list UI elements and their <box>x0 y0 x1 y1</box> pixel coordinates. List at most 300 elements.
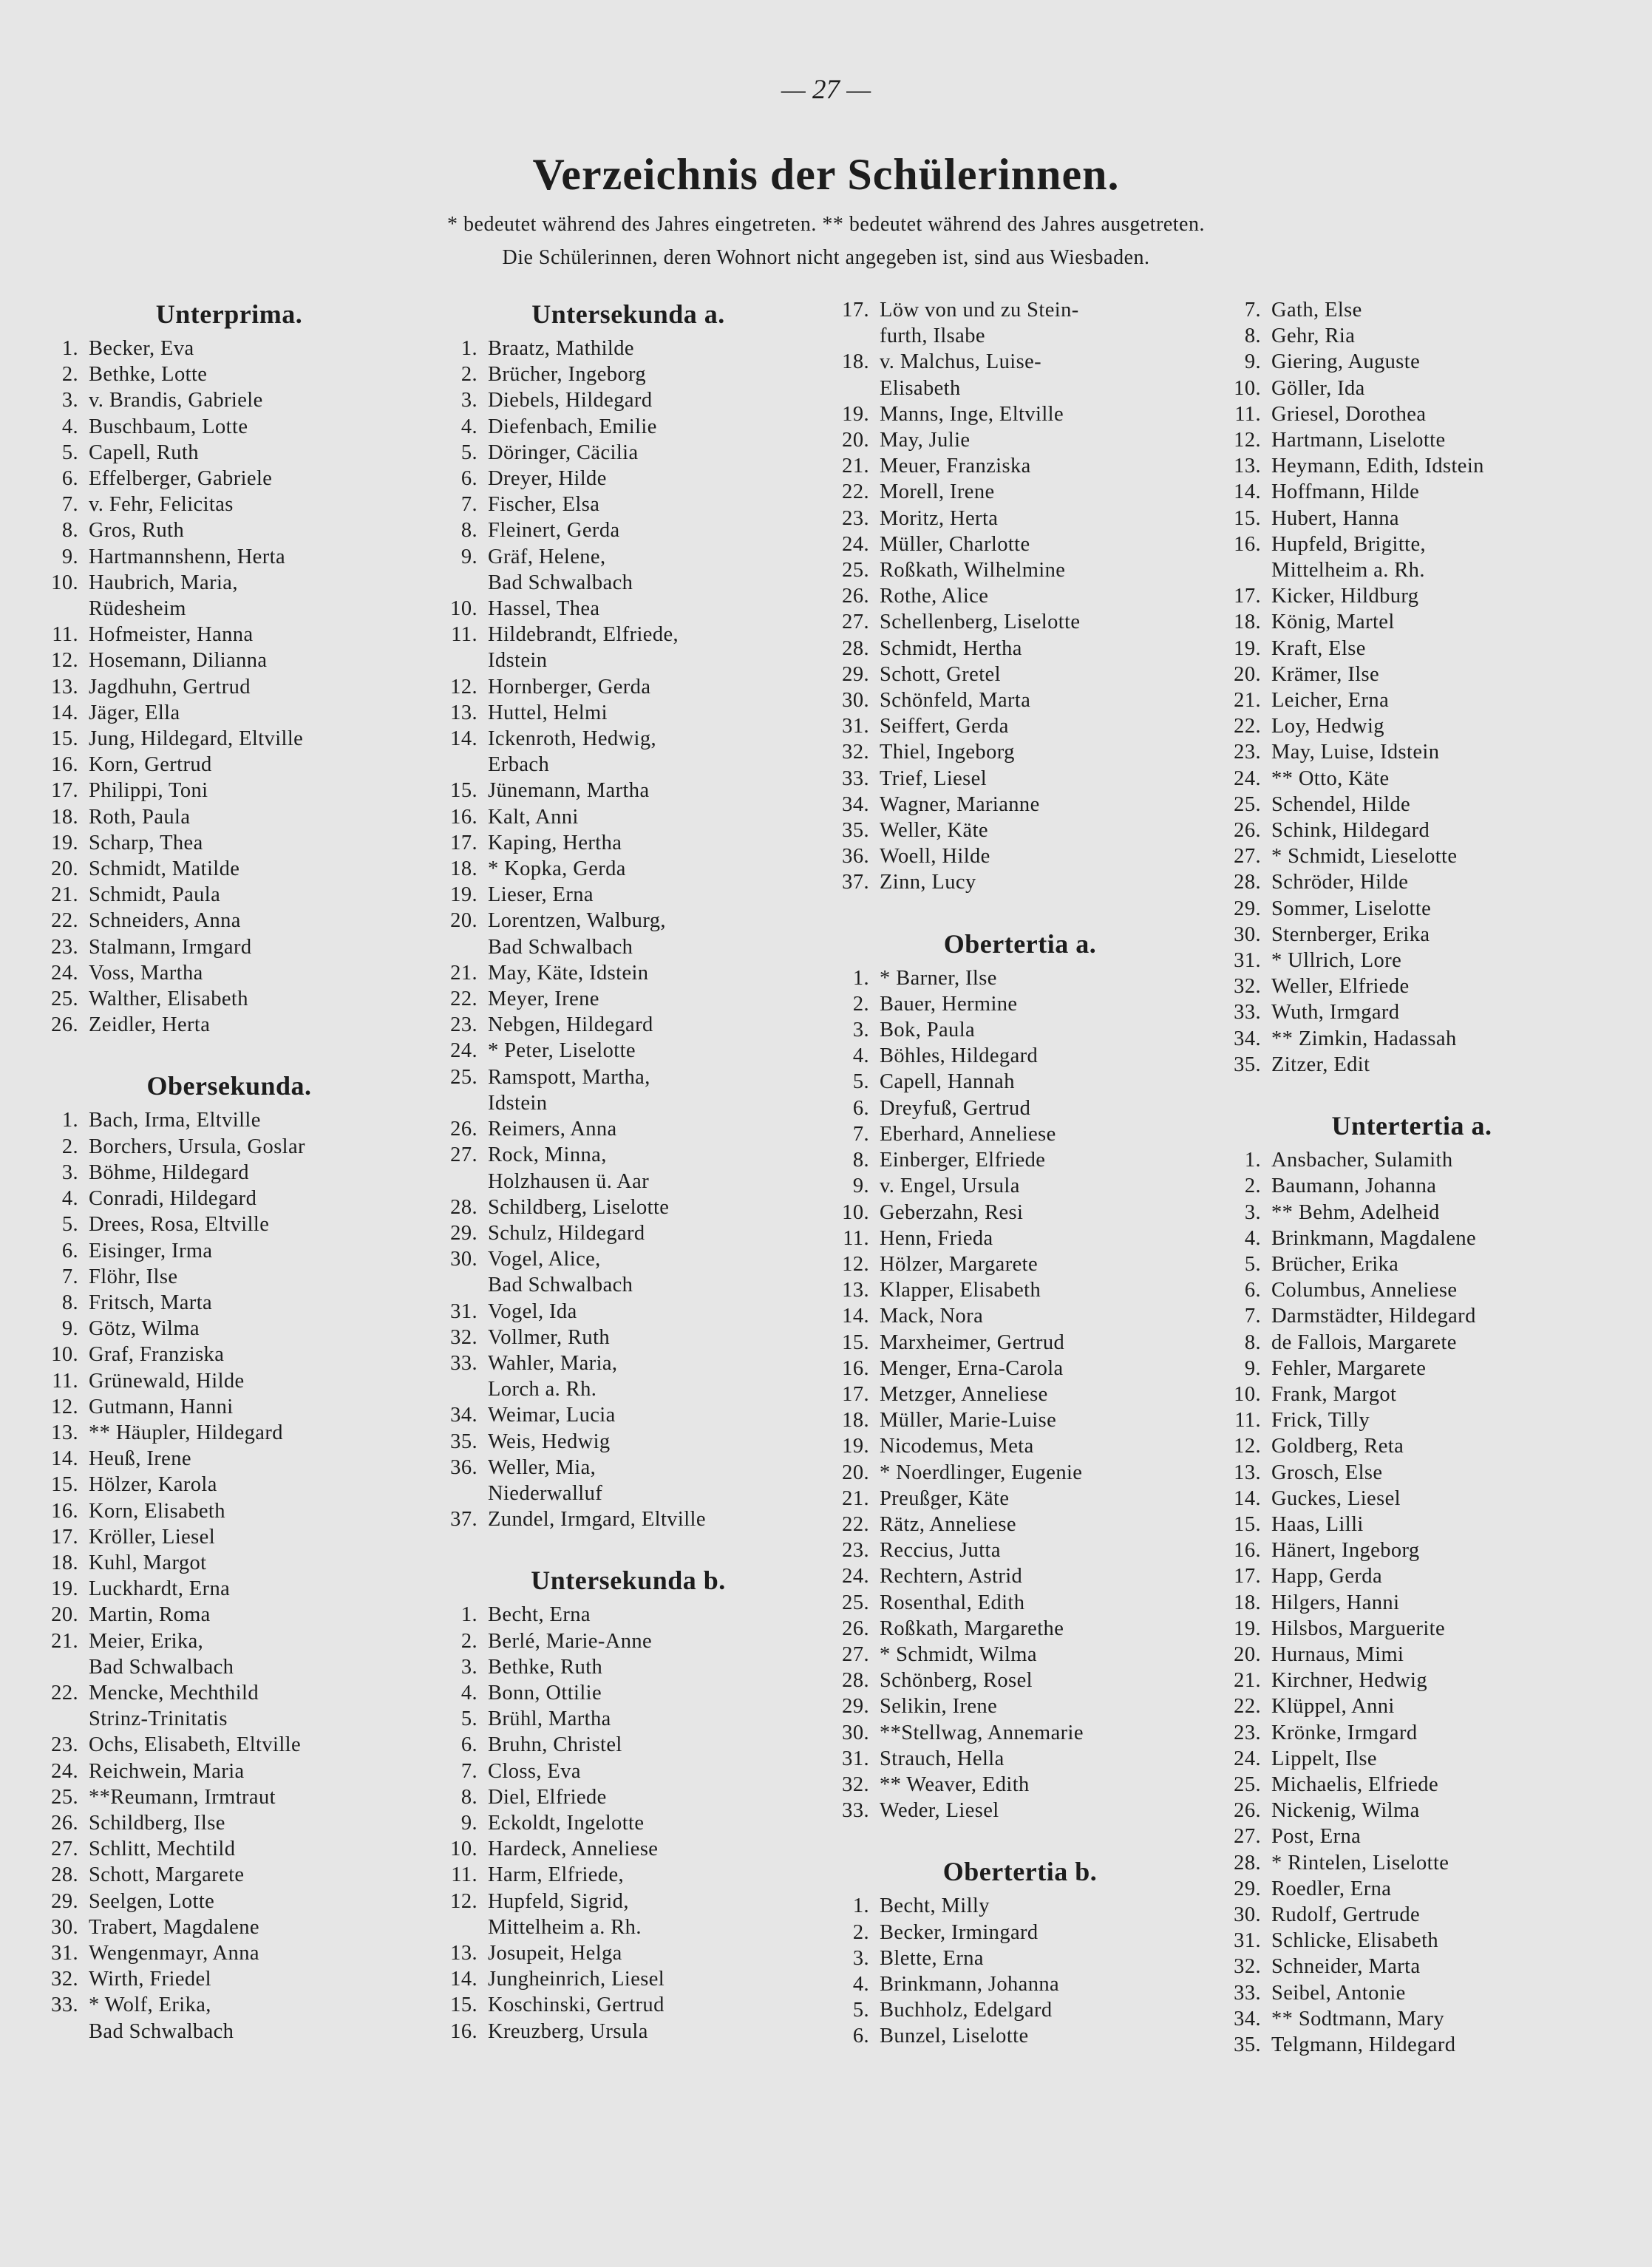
list-item-number: 1. <box>61 337 78 360</box>
page-number: — 27 — <box>781 75 871 105</box>
list-item-number: 16. <box>1234 532 1261 556</box>
list-item-name: Jungheinrich, Liesel <box>488 1968 665 1991</box>
list-item <box>1220 1433 1604 1459</box>
list-item-number: 22. <box>1234 715 1261 738</box>
list-item-name: Nicodemus, Meta <box>880 1435 1034 1458</box>
list-item-number: 27. <box>1234 1825 1261 1849</box>
list-item-name: Hupfeld, Brigitte, <box>1271 532 1427 556</box>
list-item-number: 29. <box>1234 897 1261 920</box>
list-item-number: 33. <box>51 1994 78 2017</box>
list-item <box>436 1299 820 1325</box>
list-item <box>436 2019 820 2045</box>
list-item <box>37 492 421 517</box>
list-item-number: 27. <box>1234 845 1261 869</box>
list-item-name: Böhme, Hildegard <box>89 1160 249 1184</box>
list-item-name: Korn, Gertrud <box>89 753 212 777</box>
list-item <box>37 336 421 361</box>
list-item <box>1220 1277 1604 1303</box>
list-item <box>436 1012 820 1038</box>
list-item-number: 25. <box>1234 1773 1261 1796</box>
list-item-name: Bauer, Hermine <box>880 992 1018 1016</box>
list-item-name: May, Luise, Idstein <box>1271 741 1440 764</box>
list-item-name: Zitzer, Edit <box>1271 1053 1370 1076</box>
list-item-name: Brücher, Ingeborg <box>488 363 647 387</box>
list-item-name: Meier, Erika, <box>89 1629 204 1653</box>
column-3 <box>828 297 1212 2050</box>
list-item-number: 21. <box>51 1629 78 1653</box>
list-item <box>1220 2032 1604 2058</box>
list-item-name: Mencke, Mechthild <box>89 1681 259 1705</box>
list-item <box>1220 297 1604 323</box>
list-item-continuation: Bad Schwalbach <box>89 2019 234 2043</box>
list-item-name: Borchers, Ursula, Goslar <box>89 1135 305 1158</box>
list-item-number: 23. <box>1234 1721 1261 1744</box>
list-item <box>436 908 820 934</box>
list-item-number: 19. <box>842 402 869 426</box>
list-item-number: 32. <box>842 1773 869 1796</box>
list-item-number: 2. <box>460 1629 477 1653</box>
list-item <box>828 1173 1212 1199</box>
list-item-number: 17. <box>51 779 78 803</box>
list-item-number: 29. <box>842 1695 869 1719</box>
list-item <box>37 752 421 778</box>
list-item <box>828 1200 1212 1226</box>
list-item-number: 32. <box>1234 975 1261 999</box>
list-item <box>828 1147 1212 1173</box>
list-item <box>436 1758 820 1784</box>
list-item <box>1220 1173 1604 1199</box>
list-item-name: Brinkmann, Johanna <box>880 1972 1060 1996</box>
list-item-name: * Rintelen, Liselotte <box>1271 1851 1449 1875</box>
list-item-name: Weimar, Lucia <box>488 1404 616 1427</box>
list-item-continuation: Lorch a. Rh. <box>488 1378 597 1401</box>
list-item-name: Graf, Franziska <box>89 1343 225 1367</box>
list-item-number: 35. <box>1234 2033 1261 2056</box>
list-item-number: 20. <box>842 429 869 452</box>
list-item-number: 17. <box>1234 1565 1261 1588</box>
list-item-name: Lieser, Erna <box>488 883 594 907</box>
list-item-name: Philippi, Toni <box>89 779 208 803</box>
list-item-number: 18. <box>51 1551 78 1574</box>
list-item-number: 31. <box>450 1299 477 1323</box>
list-item-name: Schneiders, Anna <box>89 909 241 933</box>
list-item-name: * Wolf, Erika, <box>89 1994 211 2017</box>
list-item <box>1220 1381 1604 1407</box>
list-item <box>1220 1954 1604 1979</box>
list-item-name: Schildberg, Ilse <box>89 1811 225 1835</box>
list-item <box>436 778 820 803</box>
list-item-number: 11. <box>52 1369 78 1393</box>
list-item <box>828 1945 1212 1971</box>
list-item-name: Heuß, Irene <box>89 1447 191 1471</box>
list-item-number: 34. <box>1234 2007 1261 2030</box>
list-item <box>436 1706 820 1732</box>
list-item <box>436 804 820 830</box>
list-item-number: 31. <box>842 715 869 738</box>
class-list-obertertia-b-continued <box>1220 297 1604 1078</box>
list-item <box>436 1889 820 1914</box>
list-item <box>37 830 421 856</box>
list-item-number: 12. <box>51 1395 78 1418</box>
list-item <box>436 336 820 361</box>
list-item-name: Seelgen, Lotte <box>89 1889 215 1913</box>
list-item-number: 3. <box>460 1655 477 1679</box>
list-item <box>1220 1303 1604 1329</box>
list-item-number: 24. <box>450 1039 477 1063</box>
list-item-number: 14. <box>51 701 78 724</box>
list-item-continuation: Holzhausen ü. Aar <box>488 1169 650 1193</box>
list-item-name: Kreuzberg, Ursula <box>488 2019 648 2043</box>
list-item <box>37 1160 421 1186</box>
list-item-number: 14. <box>450 727 477 751</box>
list-item <box>37 387 421 413</box>
list-item-number: 10. <box>51 1343 78 1367</box>
list-item <box>1220 1251 1604 1277</box>
list-item-name: Schneider, Marta <box>1271 1955 1421 1979</box>
list-item-name: Hardeck, Anneliese <box>488 1838 659 1861</box>
list-item-name: May, Käte, Idstein <box>488 961 649 985</box>
list-item-number: 29. <box>51 1889 78 1913</box>
list-item-name: Hartmannshenn, Herta <box>89 545 285 568</box>
list-item-number: 14. <box>1234 1486 1261 1510</box>
column-1 <box>37 297 421 2045</box>
list-item-name: Haas, Lilli <box>1271 1512 1364 1536</box>
list-item-name: Morell, Irene <box>880 480 995 504</box>
list-item-name: Bonn, Ottilie <box>488 1681 602 1705</box>
list-item-number: 33. <box>1234 1981 1261 2005</box>
list-item-name: * Barner, Ilse <box>880 966 997 990</box>
list-item-name: Vollmer, Ruth <box>488 1325 611 1349</box>
list-item-number: 33. <box>450 1351 477 1375</box>
list-item-name: Hänert, Ingeborg <box>1271 1539 1420 1563</box>
list-item-number: 6. <box>460 1733 477 1757</box>
list-item-number: 34. <box>1234 1027 1261 1050</box>
list-item <box>1220 1563 1604 1589</box>
list-item-continuation: Bad Schwalbach <box>488 571 633 594</box>
list-item-name: Brühl, Martha <box>488 1707 611 1731</box>
list-item-continuation: Niederwalluf <box>488 1481 603 1505</box>
list-item-name: Closs, Eva <box>488 1759 581 1783</box>
list-item <box>37 726 421 752</box>
list-item-number: 12. <box>842 1252 869 1276</box>
list-item-number: 1. <box>61 1109 78 1132</box>
list-item-number: 17. <box>1234 585 1261 608</box>
list-item-name: Griesel, Dorothea <box>1271 402 1427 426</box>
list-item <box>37 960 421 986</box>
list-item-name: Roedler, Erna <box>1271 1877 1392 1900</box>
list-item <box>37 1420 421 1446</box>
list-item <box>37 1914 421 1940</box>
list-item-name: Marxheimer, Gertrud <box>880 1330 1065 1354</box>
list-item-name: Hartmann, Liselotte <box>1271 429 1446 452</box>
list-item <box>1220 1537 1604 1563</box>
list-item <box>828 1356 1212 1381</box>
list-item <box>436 1784 820 1810</box>
list-item <box>1220 583 1604 609</box>
list-item-name: Braatz, Mathilde <box>488 337 634 360</box>
list-item <box>1220 662 1604 687</box>
list-item-name: Rätz, Anneliese <box>880 1512 1016 1536</box>
list-item-number: 2. <box>61 363 78 387</box>
list-item <box>37 570 421 596</box>
list-item <box>828 1303 1212 1329</box>
list-item-number: 28. <box>1234 1851 1261 1875</box>
list-item-number: 30. <box>51 1915 78 1939</box>
list-item-number: 26. <box>450 1118 477 1141</box>
section-heading-untersekunda-a: Untersekunda a. <box>531 299 725 329</box>
list-item-number: 15. <box>51 727 78 751</box>
list-item <box>37 1889 421 1914</box>
list-item-name: Jung, Hildegard, Eltville <box>89 727 304 751</box>
list-item <box>828 869 1212 895</box>
list-item-number: 27. <box>450 1143 477 1167</box>
list-item <box>37 648 421 673</box>
list-item-number: 35. <box>450 1430 477 1453</box>
list-item-number: 12. <box>450 675 477 699</box>
list-item-name: Weller, Mia, <box>488 1455 596 1479</box>
list-item-number: 18. <box>51 805 78 829</box>
list-item-continuation: Bad Schwalbach <box>488 1274 633 1297</box>
list-item-name: Bethke, Ruth <box>488 1655 603 1679</box>
list-item-number: 5. <box>852 1070 869 1094</box>
list-item <box>1220 766 1604 792</box>
list-item <box>1220 2006 1604 2032</box>
list-item-number: 35. <box>842 819 869 843</box>
list-item-name: ** Sodtmann, Mary <box>1271 2007 1444 2030</box>
list-item-number: 10. <box>450 1838 477 1861</box>
list-item-number: 14. <box>842 1305 869 1328</box>
list-item-continuation: Rüdesheim <box>89 597 186 621</box>
list-item <box>1220 506 1604 531</box>
list-item <box>436 414 820 440</box>
list-item <box>1220 1928 1604 1954</box>
list-item-name: Josupeit, Helga <box>488 1941 622 1965</box>
list-item <box>436 1992 820 2018</box>
list-item-number: 27. <box>842 1642 869 1666</box>
list-item-number: 21. <box>51 883 78 907</box>
list-item-name: Haubrich, Maria, <box>89 571 238 594</box>
list-item-number: 3. <box>852 1019 869 1042</box>
list-item-name: Hofmeister, Hanna <box>89 623 254 647</box>
list-item <box>37 466 421 492</box>
list-item-number: 25. <box>842 559 869 582</box>
list-item-number: 15. <box>842 1330 869 1354</box>
list-item <box>436 1836 820 1862</box>
list-item-name: Wirth, Friedel <box>89 1968 211 1991</box>
list-item-name: Krämer, Ilse <box>1271 662 1380 686</box>
list-item <box>828 557 1212 583</box>
list-item <box>828 1590 1212 1616</box>
list-item <box>1220 1798 1604 1824</box>
list-item-number: 30. <box>842 689 869 713</box>
list-item <box>436 517 820 543</box>
list-item-name: Bunzel, Liselotte <box>880 2025 1029 2048</box>
list-item-name: Strauch, Hella <box>880 1747 1005 1770</box>
list-item-number: 13. <box>51 1421 78 1444</box>
list-item-number: 15. <box>1234 1512 1261 1536</box>
list-item-name: Kraft, Else <box>1271 636 1366 660</box>
list-item <box>828 1693 1212 1719</box>
list-item-name: Jäger, Ella <box>89 701 180 724</box>
list-item <box>828 1668 1212 1693</box>
list-item <box>828 531 1212 557</box>
list-item <box>37 1446 421 1472</box>
list-item-number: 15. <box>450 779 477 803</box>
list-item <box>436 1628 820 1654</box>
list-item <box>436 387 820 413</box>
list-item-name: Meuer, Franziska <box>880 455 1031 478</box>
list-item-number: 28. <box>51 1863 78 1887</box>
list-item-number: 34. <box>842 792 869 816</box>
list-item <box>828 739 1212 765</box>
list-item <box>37 986 421 1012</box>
list-item-number: 6. <box>1244 1279 1261 1302</box>
list-item-number: 6. <box>852 2025 869 2048</box>
list-item-name: Eisinger, Irma <box>89 1239 213 1262</box>
list-item <box>1220 1026 1604 1052</box>
list-item-name: Fritsch, Marta <box>89 1291 213 1314</box>
list-item-number: 3. <box>61 1160 78 1184</box>
list-item-name: Nebgen, Hildegard <box>488 1013 653 1037</box>
list-item-name: Vogel, Alice, <box>488 1248 601 1271</box>
list-item-name: Capell, Hannah <box>880 1070 1015 1094</box>
list-item-name: de Fallois, Margarete <box>1271 1330 1457 1354</box>
list-item-name: Hilsbos, Marguerite <box>1271 1617 1446 1640</box>
list-item-name: Preußger, Käte <box>880 1486 1010 1510</box>
list-item-name: Manns, Inge, Eltville <box>880 402 1064 426</box>
list-item <box>436 986 820 1012</box>
list-item <box>1220 1772 1604 1798</box>
list-item-name: Flöhr, Ilse <box>89 1265 178 1288</box>
list-item-name: Martin, Roma <box>89 1603 211 1627</box>
list-item-name: Schmidt, Paula <box>89 883 221 907</box>
list-item-name: Huttel, Helmi <box>488 701 608 724</box>
list-item-continuation: furth, Ilsabe <box>880 324 985 348</box>
column-2 <box>436 297 820 2045</box>
list-item <box>828 427 1212 453</box>
list-item-number: 25. <box>1234 792 1261 816</box>
list-item <box>1220 1902 1604 1928</box>
list-item <box>436 622 820 648</box>
list-item-name: Berlé, Marie-Anne <box>488 1629 653 1653</box>
list-item <box>828 2023 1212 2049</box>
list-item-number: 15. <box>450 1994 477 2017</box>
list-item-continuation: Mittelheim a. Rh. <box>1271 559 1425 582</box>
list-item <box>436 1064 820 1090</box>
list-item-name: Schildberg, Liselotte <box>488 1195 670 1219</box>
list-item-number: 24. <box>842 1565 869 1588</box>
list-item <box>436 674 820 700</box>
list-item-name: Schellenberg, Liselotte <box>880 611 1081 634</box>
list-item <box>436 882 820 908</box>
list-item <box>828 636 1212 662</box>
list-item-name: Döringer, Cäcilia <box>488 441 639 464</box>
list-item-number: 7. <box>460 493 477 517</box>
list-item <box>436 1940 820 1966</box>
list-item-name: Kröller, Liesel <box>89 1525 216 1549</box>
list-item <box>1220 1824 1604 1849</box>
list-item-name: Hurnaus, Mimi <box>1271 1642 1404 1666</box>
list-item-name: Trief, Liesel <box>880 767 988 790</box>
list-item-number: 13. <box>450 1941 477 1965</box>
list-item-name: Goldberg, Reta <box>1271 1435 1404 1458</box>
list-item-number: 4. <box>460 415 477 438</box>
list-item-name: Scharp, Thea <box>89 831 203 854</box>
list-item <box>436 1350 820 1376</box>
list-item-number: 12. <box>51 649 78 673</box>
list-item <box>1220 1147 1604 1173</box>
list-item-name: Hupfeld, Sigrid, <box>488 1889 629 1913</box>
list-item-number: 17. <box>450 831 477 854</box>
list-item-number: 6. <box>61 1239 78 1262</box>
list-item-name: Gräf, Helene, <box>488 545 606 568</box>
list-item <box>37 622 421 648</box>
list-item <box>37 700 421 726</box>
list-item-number: 24. <box>1234 767 1261 790</box>
list-item-name: Rudolf, Gertrude <box>1271 1903 1421 1926</box>
list-item-name: Kaping, Hertha <box>488 831 622 854</box>
list-item <box>828 609 1212 635</box>
list-item-name: Kalt, Anni <box>488 805 579 829</box>
list-item-name: König, Martel <box>1271 611 1395 634</box>
list-item-number: 31. <box>1234 949 1261 973</box>
list-item <box>436 1116 820 1142</box>
class-list-obertertia-b <box>828 1893 1212 2049</box>
list-item-name: Meyer, Irene <box>488 988 599 1011</box>
list-item <box>1220 1668 1604 1693</box>
list-item-name: Schulz, Hildegard <box>488 1221 645 1245</box>
list-item-name: Fehler, Margarete <box>1271 1356 1427 1380</box>
list-item-name: Guckes, Liesel <box>1271 1486 1401 1510</box>
list-item <box>828 401 1212 427</box>
list-item <box>37 1012 421 1038</box>
list-item <box>828 453 1212 479</box>
list-item <box>37 1810 421 1836</box>
list-item <box>436 1429 820 1455</box>
list-item-number: 16. <box>450 2019 477 2043</box>
list-item-number: 8. <box>61 519 78 543</box>
list-item-number: 7. <box>1244 1305 1261 1328</box>
list-item <box>37 1316 421 1342</box>
list-item-number: 18. <box>450 857 477 881</box>
list-item <box>37 1680 421 1706</box>
list-item-number: 20. <box>450 909 477 933</box>
list-item <box>1220 1486 1604 1512</box>
list-item-number: 3. <box>852 1946 869 1970</box>
list-item-name: Schendel, Hilde <box>1271 792 1411 816</box>
list-item-number: 22. <box>51 909 78 933</box>
list-item <box>828 1017 1212 1043</box>
list-item-number: 31. <box>842 1747 869 1770</box>
list-item <box>828 1563 1212 1589</box>
list-item <box>828 1433 1212 1459</box>
list-item-number: 6. <box>852 1096 869 1120</box>
list-item <box>37 778 421 803</box>
list-item-number: 9. <box>61 1317 78 1341</box>
list-item-name: Becht, Milly <box>880 1894 990 1918</box>
list-item <box>436 960 820 986</box>
list-item-name: * Peter, Liselotte <box>488 1039 636 1063</box>
list-item-number: 11. <box>52 623 78 647</box>
list-item-number: 3. <box>1244 1200 1261 1224</box>
list-item-number: 23. <box>450 1013 477 1037</box>
list-item-number: 22. <box>842 1512 869 1536</box>
list-item-name: * Schmidt, Lieselotte <box>1271 845 1458 869</box>
list-item-number: 5. <box>61 441 78 464</box>
list-item-number: 7. <box>460 1759 477 1783</box>
list-item <box>37 361 421 387</box>
list-item-number: 10. <box>450 597 477 621</box>
